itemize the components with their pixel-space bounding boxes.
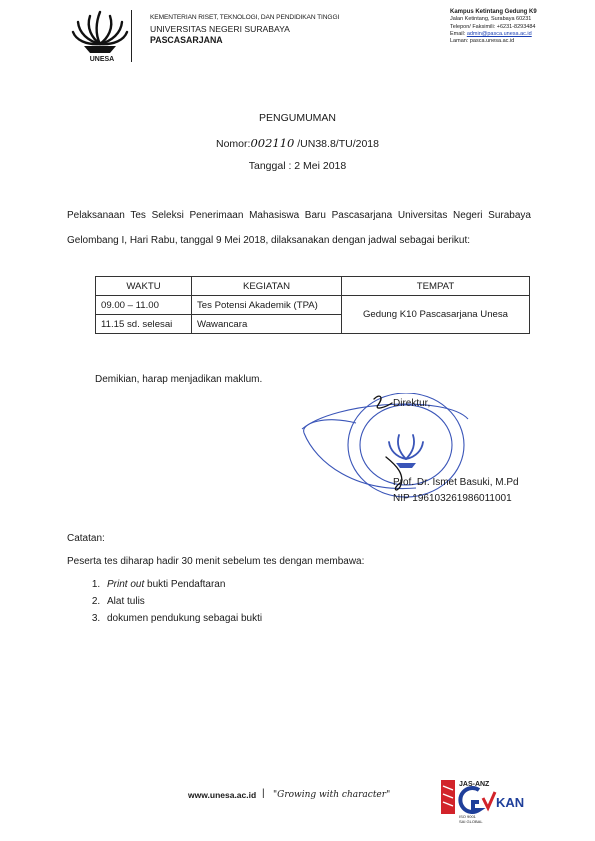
schedule-table: [95, 276, 530, 334]
email-line: [450, 31, 580, 38]
campus: Kampus Ketintang Gedung K9: [450, 9, 537, 15]
director-title: Direktur,: [393, 398, 431, 409]
time-cell: 11.15 sd. selesai: [96, 315, 192, 334]
header-kegiatan: KEGIATAN: [192, 277, 342, 296]
list-item: [103, 593, 262, 610]
handwritten-number: 002110: [250, 136, 295, 150]
cert-label-iso: ISO 9001: [459, 814, 476, 819]
certification-logo: [433, 776, 563, 824]
item-text: dokumen pendukung sebagai bukti: [107, 613, 263, 624]
closing-text: Demikian, harap menjadikan maklum.: [95, 374, 263, 385]
email-link[interactable]: admin@pasca.unesa.ac.id: [466, 30, 532, 37]
notes-list: [85, 576, 262, 627]
header-tempat: TEMPAT: [342, 277, 530, 296]
notes-text: Peserta tes diharap hadir 30 menit sebelum tes dengan membawa:: [67, 556, 365, 567]
signer-nip: NIP 196103261986011001: [393, 493, 512, 504]
item-text: Alat tulis: [107, 596, 145, 607]
cert-label-sai: SAI GLOBAL: [459, 819, 483, 824]
item-text: bukti Pendaftaran: [144, 579, 226, 590]
address: Jalan Ketintang, Surabaya 60231: [450, 16, 532, 23]
number-suffix: /UN38.8/TU/2018: [294, 138, 379, 150]
list-item: [103, 576, 262, 593]
notes-label: Catatan:: [67, 533, 105, 544]
list-item: [103, 610, 262, 627]
university-name: UNIVERSITAS NEGERI SURABAYA: [150, 24, 290, 34]
activity-cell: Tes Potensi Akademik (TPA): [192, 296, 342, 315]
cert-label-kan: KAN: [496, 795, 525, 810]
header-waktu: WAKTU: [96, 277, 192, 296]
place-cell: Gedung K10 Pascasarjana Unesa: [342, 296, 530, 334]
header-divider: [131, 10, 132, 62]
signer-name: Prof. Dr. Ismet Basuki, M.Pd: [393, 477, 519, 488]
ministry-name: KEMENTERIAN RISET, TEKNOLOGI, DAN PENDIDIKAN TINGGI: [150, 14, 340, 21]
logo-text: UNESA: [89, 56, 115, 63]
announcement-date: Tanggal : 2 Mei 2018: [248, 160, 347, 172]
activity-cell: Wawancara: [192, 315, 342, 334]
school-name: PASCASARJANA: [150, 35, 223, 45]
item-italic: Print out: [107, 579, 145, 590]
cert-label-jasanz: JAS-ANZ: [459, 781, 490, 788]
announcement-title: PENGUMUMAN: [258, 112, 336, 124]
phone: Telepon/ Faksimili: +6231-8293484: [450, 23, 536, 30]
footer-tagline: "Growing with character": [273, 790, 391, 800]
intro-paragraph: Pelaksanaan Tes Seleksi Penerimaan Mahasiswa Baru Pascasarjana Universitas Negeri Surabaya Gelombang I, Hari Rabu, tanggal 9 Mei 2018, dilaksanakan dengan jadwal sebagai berikut:: [67, 210, 531, 246]
contact-block: [450, 9, 580, 45]
number-label: Nomor:: [216, 138, 251, 150]
footer-url[interactable]: www.unesa.ac.id: [188, 790, 257, 800]
table-header-row: [96, 277, 530, 296]
email-label: Email:: [450, 30, 467, 37]
website: Laman: pasca.unesa.ac.id: [450, 38, 515, 45]
time-cell: 09.00 – 11.00: [96, 296, 192, 315]
footer-separator: |: [262, 788, 265, 799]
table-row: [96, 296, 530, 315]
announcement-number: [0, 136, 595, 150]
